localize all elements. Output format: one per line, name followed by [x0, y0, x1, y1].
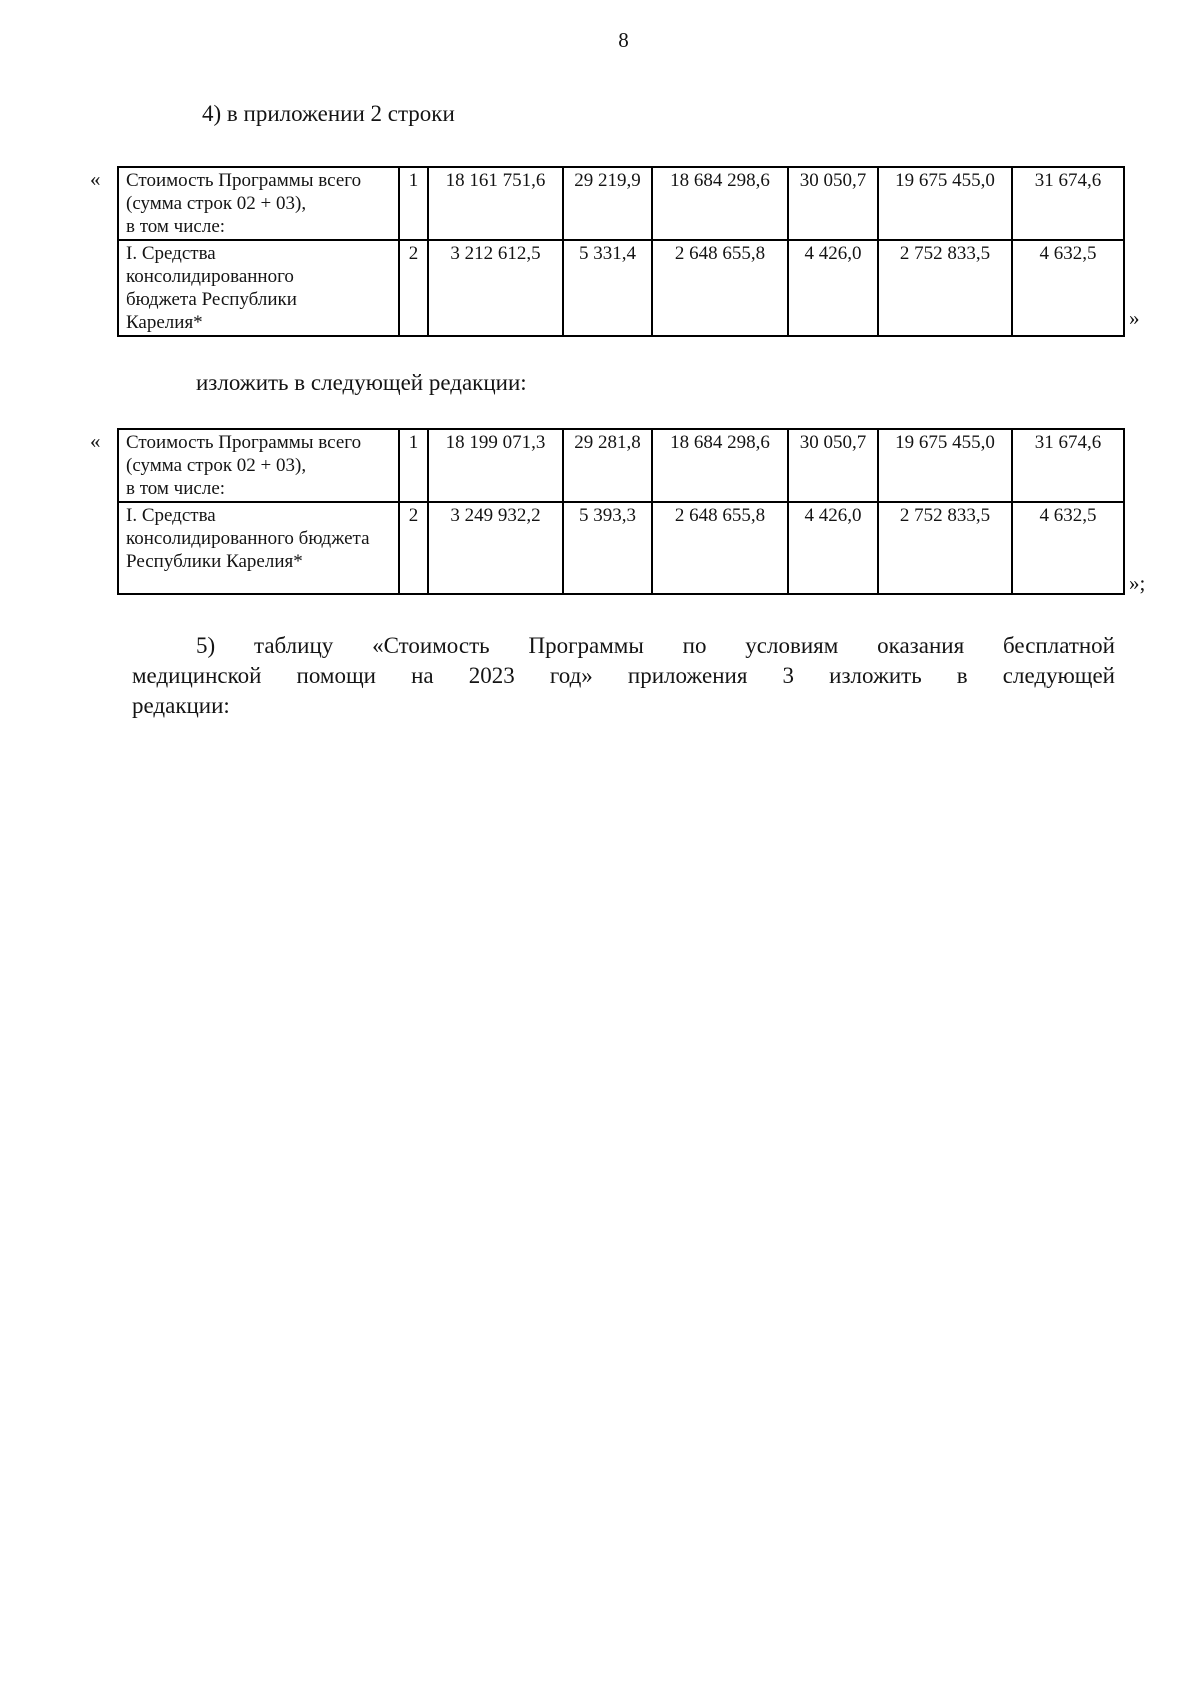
label-line: бюджета Республики [126, 289, 297, 310]
value-cell: 2 752 833,5 [878, 502, 1012, 594]
paragraph-line: редакции: [132, 693, 230, 718]
value-cell: 19 675 455,0 [878, 167, 1012, 240]
row-label-cell [118, 240, 399, 336]
value-cell: 4 632,5 [1012, 240, 1124, 336]
value-cell: 5 393,3 [563, 502, 652, 594]
value-cell: 4 426,0 [788, 240, 878, 336]
value-cell: 4 632,5 [1012, 502, 1124, 594]
value-cell: 18 684 298,6 [652, 429, 788, 502]
value-cell: 29 219,9 [563, 167, 652, 240]
value-cell: 30 050,7 [788, 167, 878, 240]
label-line: (сумма строк 02 + 03), [126, 455, 307, 476]
label-line: в том числе: [126, 216, 226, 237]
table-row [118, 167, 1124, 240]
label-line: Стоимость Программы всего [126, 432, 362, 453]
value-cell: 18 684 298,6 [652, 167, 788, 240]
value-cell: 18 161 751,6 [428, 167, 563, 240]
value-cell: 4 426,0 [788, 502, 878, 594]
row-label-cell [118, 502, 399, 594]
label-line: Республики Карелия* [126, 551, 303, 572]
label-line: Стоимость Программы всего [126, 170, 362, 191]
page-number: 8 [618, 28, 629, 52]
row-number-cell: 2 [399, 240, 428, 336]
row-number-cell: 1 [399, 429, 428, 502]
value-cell: 2 648 655,8 [652, 240, 788, 336]
label-line: I. Средства [126, 505, 216, 526]
value-cell: 31 674,6 [1012, 429, 1124, 502]
label-line: (сумма строк 02 + 03), [126, 193, 307, 214]
table-after-block [90, 428, 1146, 595]
value-cell: 31 674,6 [1012, 167, 1124, 240]
value-cell: 2 752 833,5 [878, 240, 1012, 336]
label-line: консолидированного [126, 266, 294, 287]
row-number-cell: 2 [399, 502, 428, 594]
table-before-block [90, 166, 1140, 337]
label-line: I. Средства [126, 243, 216, 264]
value-cell: 2 648 655,8 [652, 502, 788, 594]
label-line: консолидированного бюджета [126, 528, 370, 549]
restate-instruction-text: изложить в следующей редакции: [196, 370, 527, 395]
value-cell: 18 199 071,3 [428, 429, 563, 502]
label-line: в том числе: [126, 478, 226, 499]
value-cell: 19 675 455,0 [878, 429, 1012, 502]
table-row [118, 240, 1124, 336]
row-label-cell [118, 429, 399, 502]
value-cell: 30 050,7 [788, 429, 878, 502]
clause-4-heading: 4) в приложении 2 строки [202, 101, 455, 126]
open-quote-mark: « [90, 429, 101, 453]
value-cell: 29 281,8 [563, 429, 652, 502]
table-row [118, 429, 1124, 502]
row-number-cell: 1 [399, 167, 428, 240]
program-cost-table-before [117, 166, 1125, 337]
paragraph-line: 5) таблицу «Стоимость Программы по условиям оказания бесплатной [196, 633, 1115, 658]
row-label-cell [118, 167, 399, 240]
label-line: Карелия* [126, 312, 203, 333]
open-quote-mark: « [90, 167, 101, 191]
close-quote-semicolon-mark: »; [1129, 571, 1146, 595]
table-row [118, 502, 1124, 594]
clause-5-paragraph [132, 631, 1115, 721]
value-cell: 3 212 612,5 [428, 240, 563, 336]
paragraph-line: медицинской помощи на 2023 год» приложения 3 изложить в следующей [132, 663, 1115, 688]
value-cell: 3 249 932,2 [428, 502, 563, 594]
program-cost-table-after [117, 428, 1125, 595]
value-cell: 5 331,4 [563, 240, 652, 336]
close-quote-mark: » [1129, 306, 1140, 330]
